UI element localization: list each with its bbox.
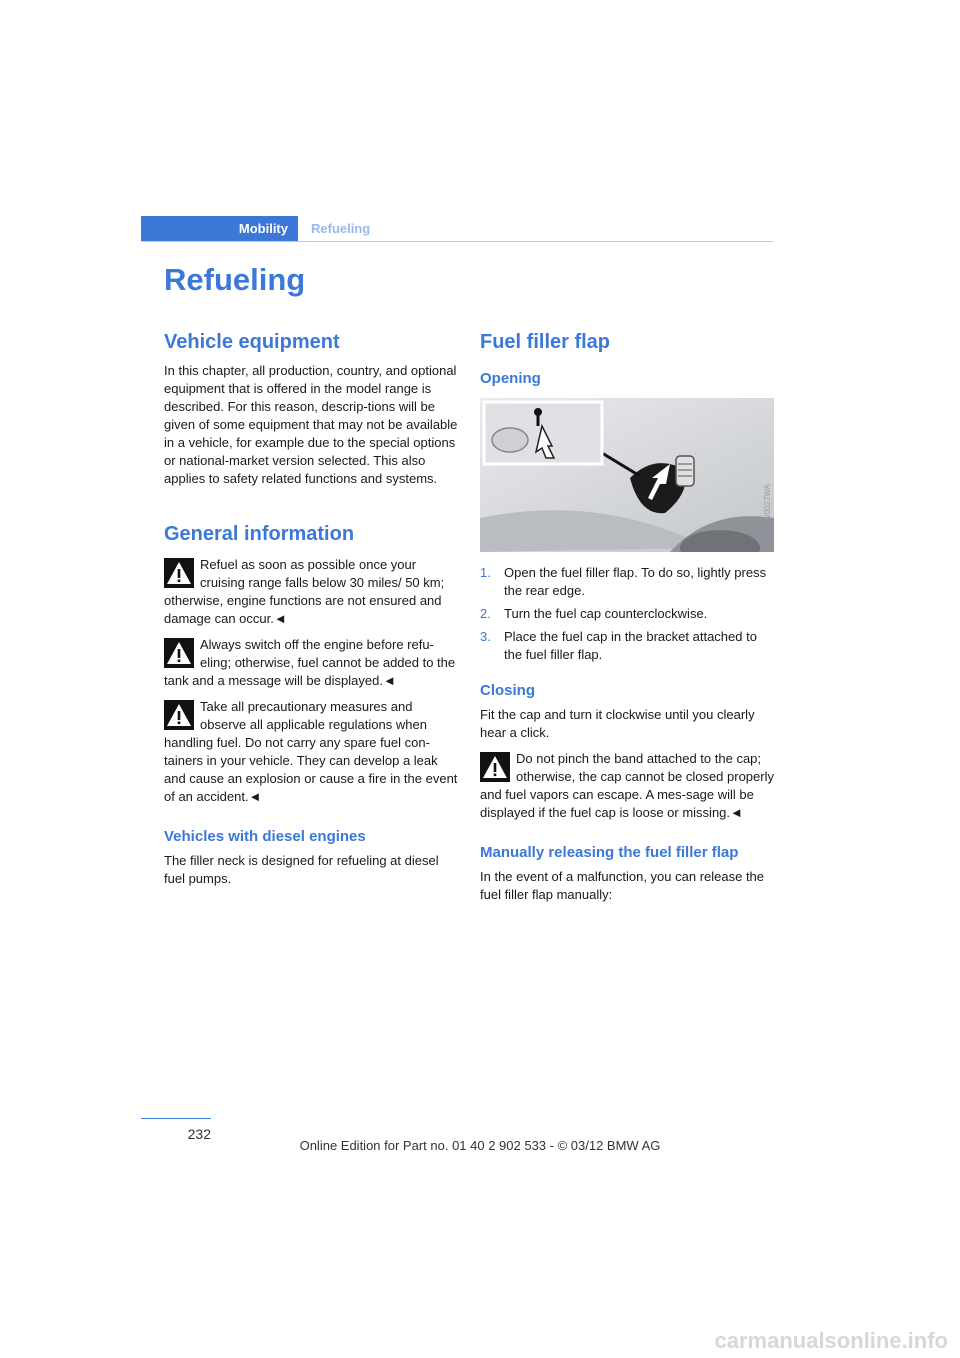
step-text: Place the fuel cap in the bracket attached to the fuel filler flap.	[504, 629, 757, 662]
warning-icon	[164, 638, 194, 668]
step-number: 2.	[480, 606, 491, 621]
warning-note	[164, 556, 458, 628]
warning-text: Take all precautionary measures and observe all applicable regulations when handling fuel. Do not carry any spare fuel con-tainers in your vehicle. They can develop a leak and cause an explosion or cause a fire in the event of an accident.◄	[164, 699, 458, 804]
opening-steps	[480, 564, 774, 664]
chapter-label: Mobility	[238, 221, 288, 236]
manual-release-text: In the event of a malfunction, you can release the fuel filler flap manually:	[480, 869, 765, 902]
step-number: 3.	[480, 629, 491, 644]
figure-code: W0027WA	[763, 484, 772, 522]
page-number-rule	[141, 1118, 211, 1119]
list-item	[480, 628, 774, 664]
warning-icon	[164, 700, 194, 730]
closing-heading: Closing	[480, 682, 535, 699]
page-title: Refueling	[164, 262, 306, 297]
warning-note	[164, 636, 458, 690]
left-column	[164, 328, 458, 888]
vehicle-equipment-heading: Vehicle equipment	[164, 331, 340, 353]
warning-text: Refuel as soon as possible once your cruising range falls below 30 miles/ 50 km; otherwise, engine functions are not ensured and damage can occur.◄	[164, 557, 445, 626]
fuel-flap-illustration	[480, 398, 774, 552]
list-item	[480, 605, 774, 623]
diesel-heading: Vehicles with diesel engines	[164, 828, 366, 845]
fuel-filler-flap-heading: Fuel filler flap	[480, 331, 611, 353]
step-number: 1.	[480, 565, 491, 580]
diesel-text: The filler neck is designed for refueling at diesel fuel pumps.	[164, 853, 439, 886]
warning-icon	[164, 558, 194, 588]
opening-heading: Opening	[480, 370, 541, 387]
running-header	[141, 216, 773, 242]
manual-release-heading: Manually releasing the fuel filler flap	[480, 844, 739, 861]
warning-note	[164, 698, 458, 806]
right-column	[480, 328, 774, 904]
header-rule	[141, 241, 773, 242]
list-item	[480, 564, 774, 600]
warning-icon	[480, 752, 510, 782]
general-information-heading: General information	[164, 523, 355, 545]
page-number: 232	[187, 1126, 211, 1142]
watermark: carmanualsonline.info	[714, 1328, 948, 1353]
fuel-flap-drawing	[480, 398, 774, 552]
section-label: Refueling	[311, 221, 371, 236]
vehicle-equipment-text: In this chapter, all production, country, and optional equipment that is offered in the model range is described. For this reason, descrip-tions will be given of some equipment that may not be available in a vehicle, for example due to the special options or national-market version selected. This also applies to safety related functions and systems.	[164, 363, 458, 486]
footer: Online Edition for Part no. 01 40 2 902 533 - © 03/12 BMW AG	[299, 1138, 661, 1153]
warning-text: Do not pinch the band attached to the cap; otherwise, the cap cannot be closed properly and fuel vapors can escape. A mes-sage will be displayed if the fuel cap is loose or missing.◄	[480, 751, 774, 820]
step-text: Open the fuel filler flap. To do so, lightly press the rear edge.	[504, 565, 767, 598]
step-text: Turn the fuel cap counterclockwise.	[504, 606, 708, 621]
closing-text: Fit the cap and turn it clockwise until you clearly hear a click.	[480, 707, 755, 740]
warning-text: Always switch off the engine before refu-eling; otherwise, fuel cannot be added to the tank and a message will be displayed.◄	[164, 637, 456, 688]
warning-note	[480, 750, 774, 822]
chapter-tab	[141, 216, 298, 242]
